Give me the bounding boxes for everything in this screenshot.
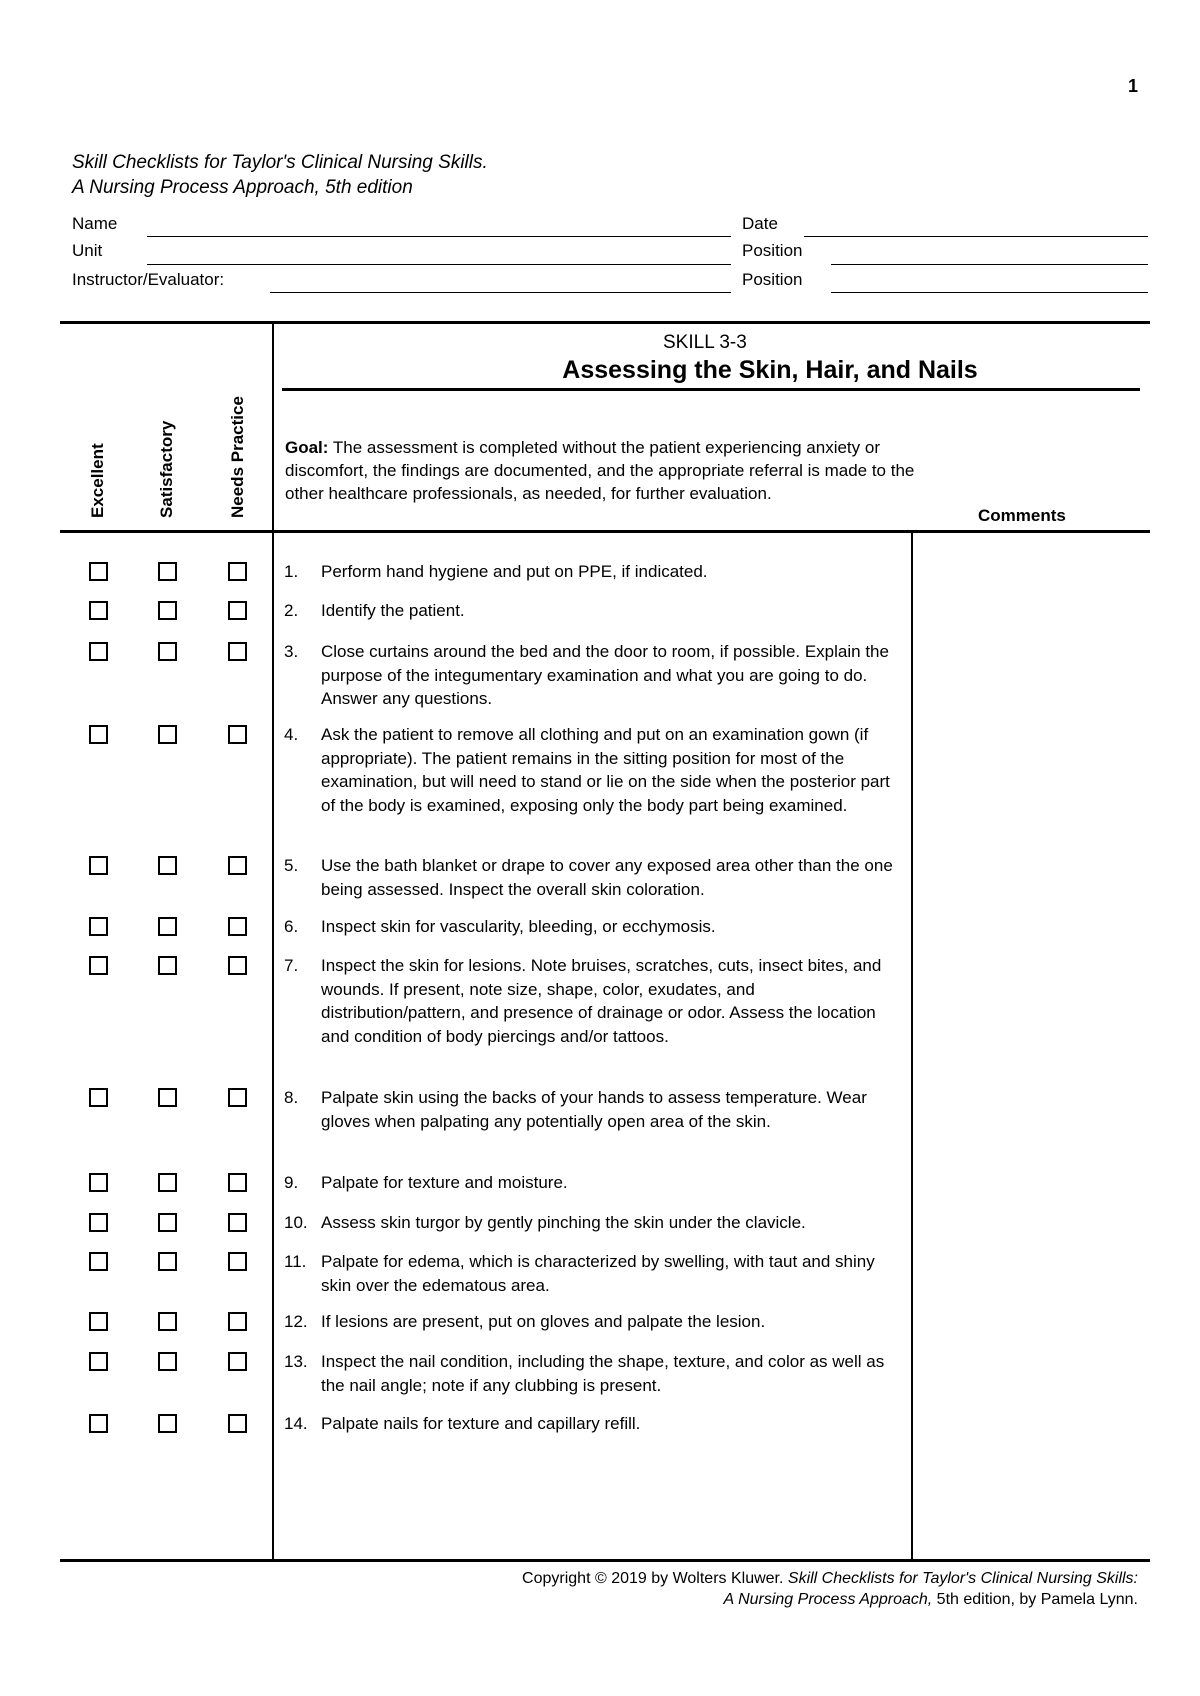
- ratings-divider: [272, 324, 274, 1560]
- checkbox-needs-practice[interactable]: [228, 642, 247, 661]
- checkbox-excellent[interactable]: [89, 642, 108, 661]
- checkbox-needs-practice[interactable]: [228, 917, 247, 936]
- checkbox-needs-practice[interactable]: [228, 725, 247, 744]
- unit-label: Unit: [72, 241, 103, 260]
- step-number: 8.: [284, 1088, 299, 1107]
- position-field-line-1[interactable]: [831, 264, 1148, 265]
- checkbox-excellent[interactable]: [89, 562, 108, 581]
- step-item: [284, 560, 904, 584]
- step-item: [284, 1211, 904, 1235]
- copyright-line1-plain: Copyright © 2019 by Wolters Kluwer.: [522, 1570, 788, 1587]
- checkbox-excellent[interactable]: [89, 856, 108, 875]
- table-bottom-rule: [60, 1559, 1150, 1562]
- rating-header-needs-practice: Needs Practice: [228, 396, 247, 518]
- step-number: 13.: [284, 1352, 308, 1371]
- step-item: [284, 854, 904, 901]
- checkbox-needs-practice[interactable]: [228, 1352, 247, 1371]
- step-text: If lesions are present, put on gloves and palpate the lesion.: [321, 1312, 766, 1331]
- unit-field-line[interactable]: [147, 264, 731, 265]
- checkbox-excellent[interactable]: [89, 1173, 108, 1192]
- checkbox-satisfactory[interactable]: [158, 956, 177, 975]
- position-field-line-2[interactable]: [831, 292, 1148, 293]
- step-text: Inspect the nail condition, including the shape, texture, and color as well as the nail angle; note if any clubbing is present.: [321, 1352, 885, 1395]
- checkbox-excellent[interactable]: [89, 601, 108, 620]
- step-number: 11.: [284, 1252, 307, 1271]
- step-number: 10.: [284, 1213, 308, 1232]
- name-field-line[interactable]: [147, 236, 731, 237]
- checkbox-satisfactory[interactable]: [158, 1414, 177, 1433]
- date-label: Date: [742, 214, 778, 233]
- book-title: [72, 150, 488, 200]
- step-number: 9.: [284, 1173, 299, 1192]
- step-number: 6.: [284, 917, 299, 936]
- step-number: 7.: [284, 956, 299, 975]
- step-item: [284, 1250, 904, 1297]
- step-item: [284, 1350, 904, 1397]
- skill-number: SKILL 3-3: [663, 332, 747, 353]
- step-item: [284, 1412, 904, 1436]
- checkbox-needs-practice[interactable]: [228, 1414, 247, 1433]
- checkbox-excellent[interactable]: [89, 1252, 108, 1271]
- copyright: [522, 1568, 1138, 1610]
- position-label-2: Position: [742, 270, 803, 289]
- checkbox-excellent[interactable]: [89, 1414, 108, 1433]
- checkbox-excellent[interactable]: [89, 917, 108, 936]
- checkbox-needs-practice[interactable]: [228, 1088, 247, 1107]
- step-item: [284, 954, 904, 1048]
- step-number: 3.: [284, 642, 299, 661]
- checkbox-satisfactory[interactable]: [158, 601, 177, 620]
- copyright-line1-italic: Skill Checklists for Taylor's Clinical Nursing Skills:: [787, 1570, 1138, 1587]
- step-text: Inspect skin for vascularity, bleeding, or ecchymosis.: [321, 917, 716, 936]
- step-number: 4.: [284, 725, 299, 744]
- goal-label: Goal:: [285, 438, 329, 457]
- instructor-field-line[interactable]: [270, 292, 731, 293]
- checkbox-satisfactory[interactable]: [158, 856, 177, 875]
- copyright-line2-plain: 5th edition, by Pamela Lynn.: [932, 1591, 1138, 1608]
- step-text: Perform hand hygiene and put on PPE, if indicated.: [321, 562, 708, 581]
- checkbox-needs-practice[interactable]: [228, 1252, 247, 1271]
- step-number: 14.: [284, 1414, 308, 1433]
- position-label-1: Position: [742, 241, 803, 260]
- step-number: 12.: [284, 1312, 308, 1331]
- page-number: 1: [1128, 76, 1139, 96]
- step-item: [284, 1171, 904, 1195]
- checkbox-excellent[interactable]: [89, 1312, 108, 1331]
- comments-divider: [911, 532, 913, 1560]
- title-underline: [282, 388, 1140, 391]
- table-top-rule: [60, 321, 1150, 324]
- checkbox-satisfactory[interactable]: [158, 1312, 177, 1331]
- checkbox-needs-practice[interactable]: [228, 856, 247, 875]
- goal-text: The assessment is completed without the patient experiencing anxiety or discomfort, the findings are documented, and the appropriate referral is made to the other healthcare professionals, as needed, for further evaluation.: [285, 438, 915, 503]
- checkbox-satisfactory[interactable]: [158, 1213, 177, 1232]
- checkbox-satisfactory[interactable]: [158, 917, 177, 936]
- checkbox-needs-practice[interactable]: [228, 956, 247, 975]
- checkbox-excellent[interactable]: [89, 1352, 108, 1371]
- step-number: 5.: [284, 856, 299, 875]
- checkbox-satisfactory[interactable]: [158, 562, 177, 581]
- rating-header-satisfactory: Satisfactory: [157, 420, 176, 518]
- step-text: Palpate for texture and moisture.: [321, 1173, 568, 1192]
- step-text: Identify the patient.: [321, 601, 465, 620]
- table-header-rule: [60, 530, 1150, 533]
- checkbox-satisfactory[interactable]: [158, 1088, 177, 1107]
- checkbox-satisfactory[interactable]: [158, 1352, 177, 1371]
- step-number: 1.: [284, 562, 299, 581]
- step-item: [284, 915, 904, 939]
- checkbox-satisfactory[interactable]: [158, 642, 177, 661]
- step-item: [284, 723, 904, 817]
- checkbox-satisfactory[interactable]: [158, 725, 177, 744]
- checkbox-needs-practice[interactable]: [228, 601, 247, 620]
- checkbox-satisfactory[interactable]: [158, 1173, 177, 1192]
- step-item: [284, 1310, 904, 1334]
- step-item: [284, 599, 904, 623]
- step-text: Palpate nails for texture and capillary refill.: [321, 1414, 641, 1433]
- step-text: Palpate for edema, which is characterized by swelling, with taut and shiny skin over the edematous area.: [321, 1252, 875, 1295]
- comments-header: Comments: [978, 506, 1066, 525]
- book-title-line-1: Skill Checklists for Taylor's Clinical Nursing Skills.: [72, 152, 488, 173]
- step-text: Palpate skin using the backs of your hands to assess temperature. Wear gloves when palpating any potentially open area of the skin.: [321, 1088, 867, 1131]
- step-number: 2.: [284, 601, 299, 620]
- skill-title: Assessing the Skin, Hair, and Nails: [562, 356, 978, 384]
- date-field-line[interactable]: [804, 236, 1148, 237]
- checkbox-excellent[interactable]: [89, 1213, 108, 1232]
- step-item: [284, 640, 904, 711]
- rating-header-excellent: Excellent: [88, 443, 107, 518]
- name-label: Name: [72, 214, 118, 233]
- instructor-label: Instructor/Evaluator:: [72, 270, 225, 289]
- step-text: Use the bath blanket or drape to cover any exposed area other than the one being assessed. Inspect the overall skin coloration.: [321, 856, 893, 899]
- checkbox-needs-practice[interactable]: [228, 1213, 247, 1232]
- step-text: Close curtains around the bed and the door to room, if possible. Explain the purpose of the integumentary examination and what you are going to do. Answer any questions.: [321, 642, 889, 708]
- checkbox-satisfactory[interactable]: [158, 1252, 177, 1271]
- checkbox-needs-practice[interactable]: [228, 562, 247, 581]
- checkbox-needs-practice[interactable]: [228, 1312, 247, 1331]
- step-text: Inspect the skin for lesions. Note bruises, scratches, cuts, insect bites, and wounds. If present, note size, shape, color, exudates, and distribution/pattern, and presence of drainage or odor. Assess the location and condition of body piercings and/or tattoos.: [321, 956, 882, 1046]
- checkbox-excellent[interactable]: [89, 956, 108, 975]
- goal-statement: [285, 436, 925, 505]
- book-title-line-2: A Nursing Process Approach, 5th edition: [72, 177, 413, 198]
- step-text: Assess skin turgor by gently pinching the skin under the clavicle.: [321, 1213, 806, 1232]
- checkbox-excellent[interactable]: [89, 1088, 108, 1107]
- step-item: [284, 1086, 904, 1133]
- copyright-line2-italic: A Nursing Process Approach,: [723, 1591, 933, 1608]
- checkbox-excellent[interactable]: [89, 725, 108, 744]
- checkbox-needs-practice[interactable]: [228, 1173, 247, 1192]
- step-text: Ask the patient to remove all clothing and put on an examination gown (if appropriate). The patient remains in the sitting position for most of the examination, but will need to stand or lie on the side when the posterior part of the body is examined, exposing only the body part being examined.: [321, 725, 890, 815]
